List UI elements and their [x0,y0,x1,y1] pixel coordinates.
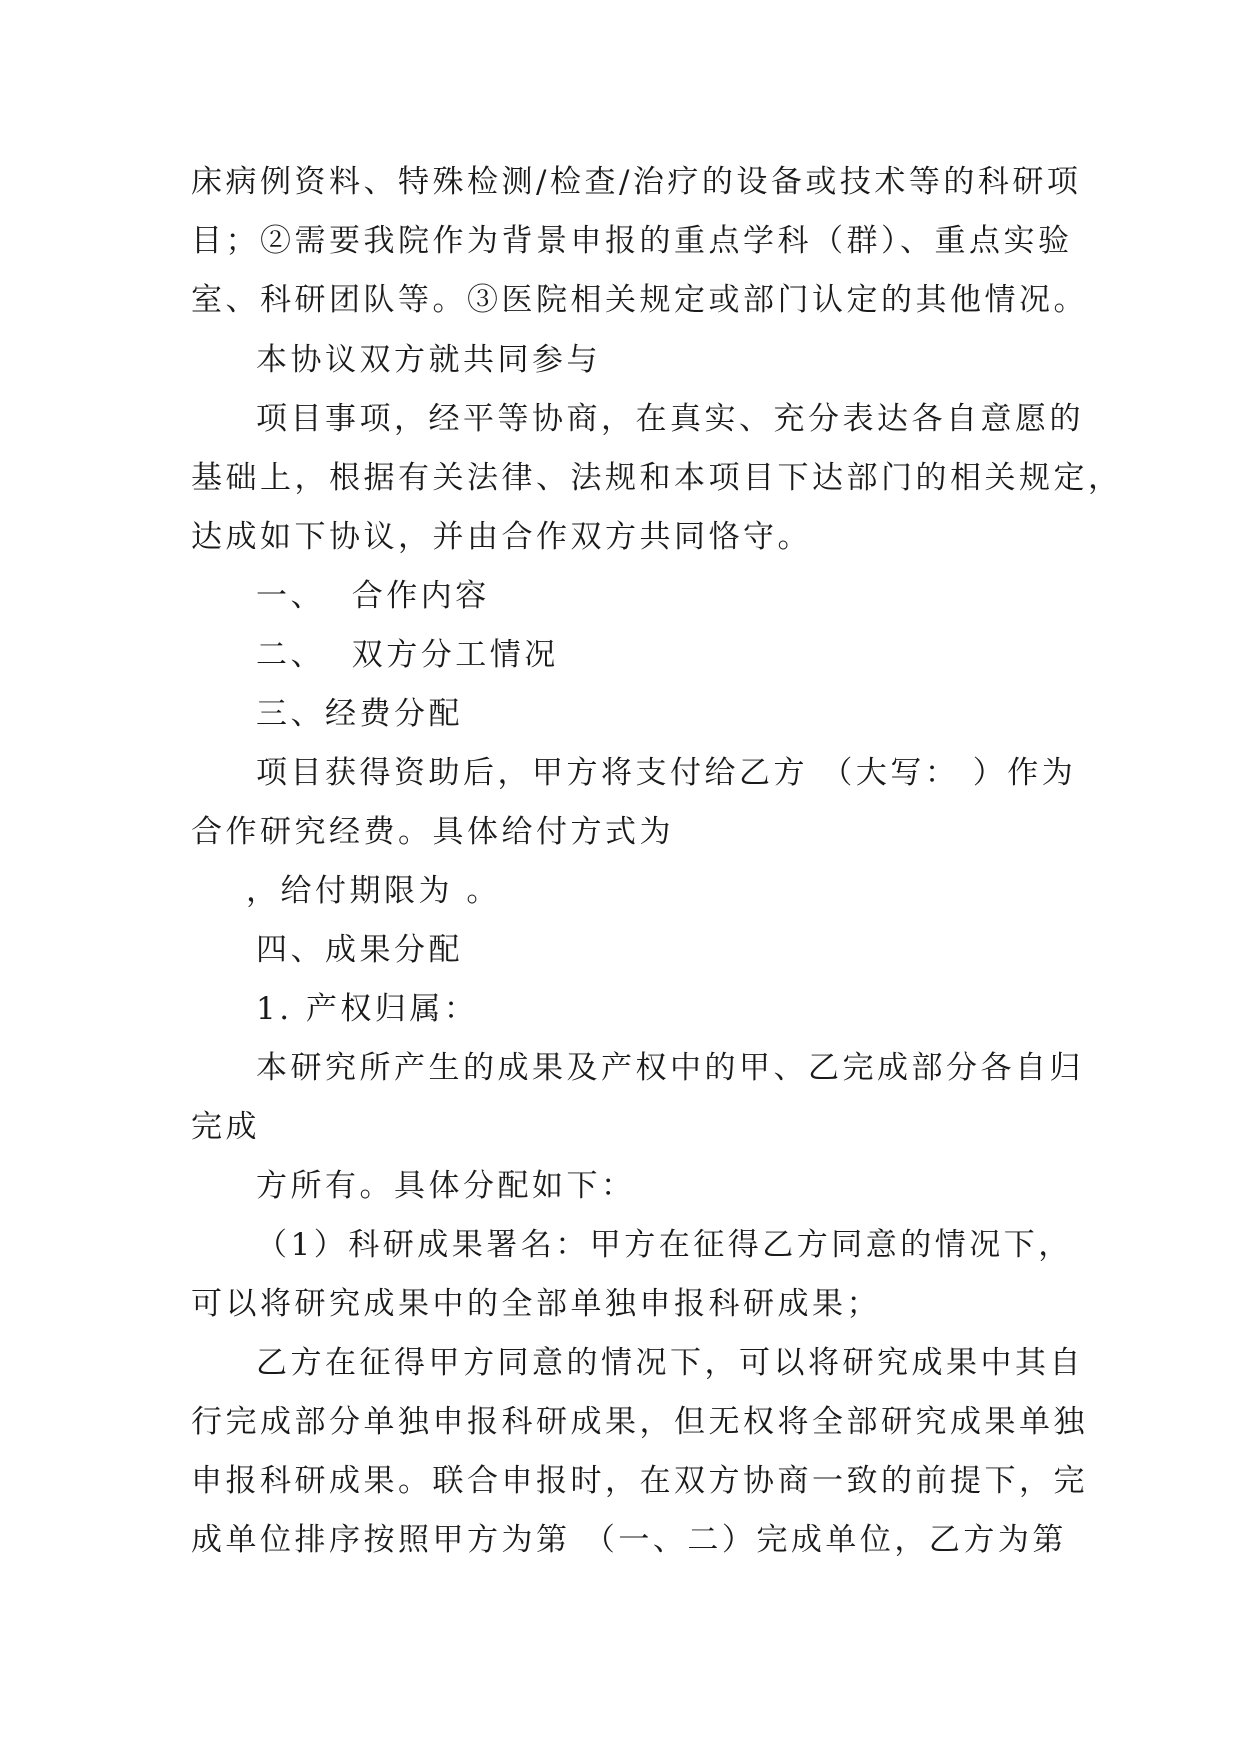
subsection-heading: 1. 产权归属： [256,991,479,1027]
text-line: 行完成部分单独申报科研成果，但无权将全部研究成果单独 [191,1404,1088,1440]
text-line: 方所有。具体分配如下： [256,1168,636,1204]
text-line: 成单位排序按照甲方为第 （一、二）完成单位，乙方为第 [191,1522,1067,1558]
text-line: 基础上，根据有关法律、法规和本项目下达部门的相关规定， [191,460,1123,496]
text-line: 目；②需要我院作为背景申报的重点学科（群）、重点实验 [191,223,1073,259]
text-line: 合作研究经费。具体给付方式为 [191,814,674,850]
text-line: 床病例资料、特殊检测/检查/治疗的设备或技术等的科研项 [191,164,1082,200]
text-line: 申报科研成果。联合申报时，在双方协商一致的前提下，完 [191,1463,1088,1499]
text-line: ，给付期限为 。 [246,873,501,909]
text-line: 完成 [191,1109,260,1145]
text-line: 本研究所产生的成果及产权中的甲、乙完成部分各自归 [256,1050,1084,1086]
text-line: 本协议双方就共同参与 [256,342,601,378]
section-heading: 二、 双方分工情况 [256,637,559,673]
section-heading: 三、经费分配 [256,696,463,732]
section-heading: 一、 合作内容 [256,578,490,614]
text-line: 项目获得资助后，甲方将支付给乙方 （大写： ）作为 [256,755,1077,791]
text-line: 室、科研团队等。③医院相关规定或部门认定的其他情况。 [191,282,1088,318]
text-line: 项目事项，经平等协商，在真实、充分表达各自意愿的 [256,401,1084,437]
text-line: 乙方在征得甲方同意的情况下，可以将研究成果中其自 [256,1345,1084,1381]
text-line: （1）科研成果署名：甲方在征得乙方同意的情况下， [256,1227,1073,1263]
text-line: 达成如下协议，并由合作双方共同恪守。 [191,519,812,555]
section-heading: 四、成果分配 [256,932,463,968]
text-line: 可以将研究成果中的全部单独申报科研成果； [191,1286,881,1322]
